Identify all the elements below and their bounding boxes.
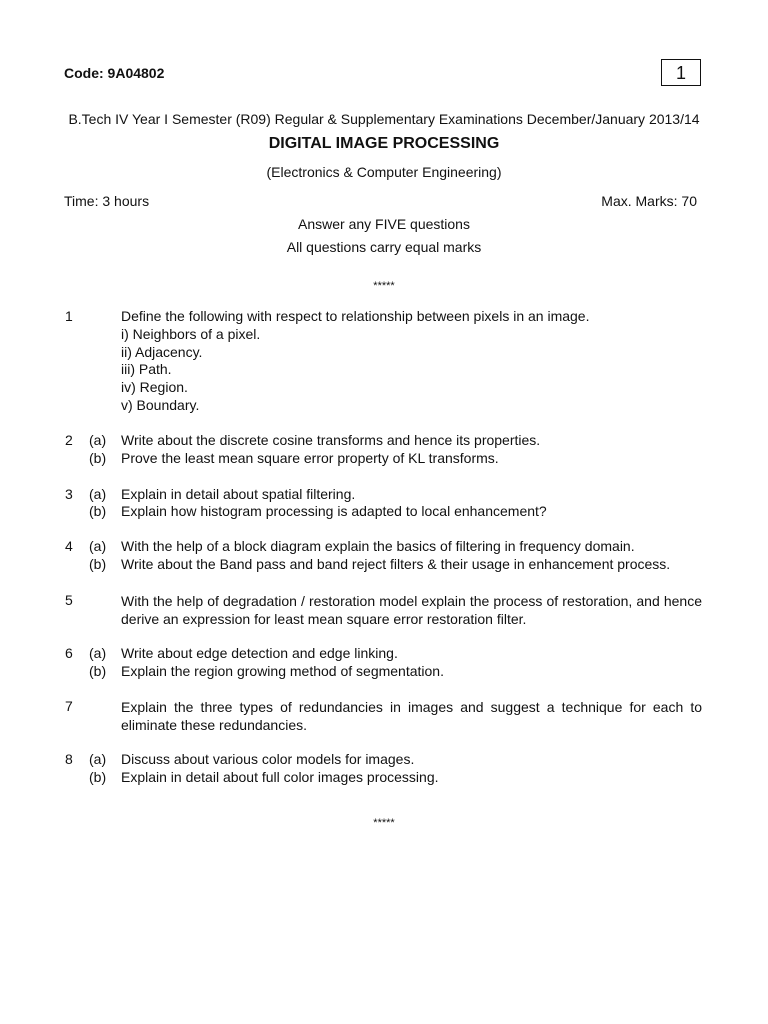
part-label: (a) <box>89 486 107 502</box>
part-label: (b) <box>89 503 107 519</box>
part-label: (b) <box>89 663 107 679</box>
question-text: With the help of a block diagram explain the basics of filtering in frequency domain. <box>121 538 635 554</box>
exam-title: B.Tech IV Year I Semester (R09) Regular & Supplementary Examinations December/January 2013/14 <box>68 111 700 127</box>
question-text: Prove the least mean square error property of KL transforms. <box>121 450 499 466</box>
question-number: 4 <box>65 538 73 554</box>
part-label: (b) <box>89 450 107 466</box>
question-number: 5 <box>65 592 73 608</box>
question-item: v) Boundary. <box>121 397 200 413</box>
question-number: 6 <box>65 645 73 661</box>
question-number: 8 <box>65 751 73 767</box>
question-text: Write about edge detection and edge linking. <box>121 645 398 661</box>
subject-title: DIGITAL IMAGE PROCESSING <box>268 135 500 152</box>
question-text: Explain how histogram processing is adapted to local enhancement? <box>121 503 547 519</box>
instruction-equal-marks: All questions carry equal marks <box>286 239 482 255</box>
part-label: (b) <box>89 769 107 785</box>
footer-separator: ***** <box>373 817 395 829</box>
question-text: Write about the Band pass and band reject filters & their usage in enhancement process. <box>121 556 671 572</box>
time-allowed: Time: 3 hours <box>64 193 150 209</box>
part-label: (a) <box>89 751 107 767</box>
question-number: 2 <box>65 432 73 448</box>
question-text: Explain in detail about full color images processing. <box>121 769 439 785</box>
question-text: Define the following with respect to relationship between pixels in an image. <box>121 308 590 324</box>
question-text: With the help of degradation / restoration model explain the process of restoration, and hence derive an expression for least mean square error restoration filter. <box>121 593 702 627</box>
question-item: iv) Region. <box>121 379 188 395</box>
question-item: ii) Adjacency. <box>121 344 203 360</box>
branch-name: (Electronics & Computer Engineering) <box>266 164 502 180</box>
question-text: Explain the three types of redundancies in images and suggest a technique for each to eliminate these redundancies. <box>121 699 702 733</box>
paper-code: Code: 9A04802 <box>64 65 165 81</box>
header-separator: ***** <box>373 280 395 292</box>
part-label: (a) <box>89 645 107 661</box>
question-item: iii) Path. <box>121 361 172 377</box>
question-text: Explain the region growing method of segmentation. <box>121 663 444 679</box>
part-label: (a) <box>89 538 107 554</box>
question-number: 3 <box>65 486 73 502</box>
part-label: (a) <box>89 432 107 448</box>
max-marks: Max. Marks: 70 <box>601 193 697 209</box>
question-text: Write about the discrete cosine transforms and hence its properties. <box>121 432 541 448</box>
part-label: (b) <box>89 556 107 572</box>
instruction-answer-five: Answer any FIVE questions <box>298 216 470 232</box>
question-text: Explain in detail about spatial filtering. <box>121 486 356 502</box>
page-number-box: 1 <box>661 59 701 86</box>
question-number: 7 <box>65 698 73 714</box>
question-number: 1 <box>65 308 73 324</box>
question-item: i) Neighbors of a pixel. <box>121 326 261 342</box>
question-text: Discuss about various color models for images. <box>121 751 415 767</box>
